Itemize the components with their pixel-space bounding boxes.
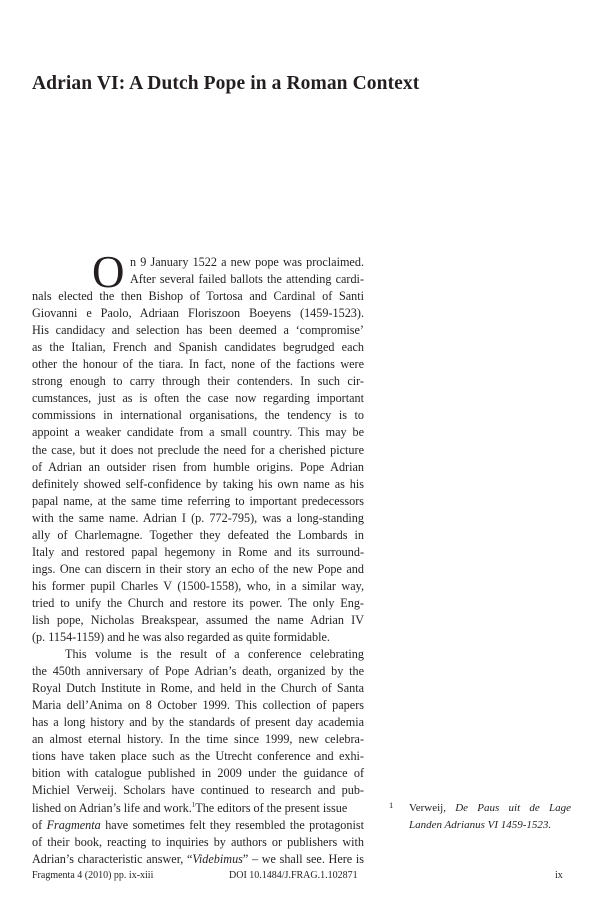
body-line: His candidacy and selection has been deemed a ‘compromise’ [32, 323, 364, 338]
body-line: Italy and restored papal hegemony in Rome and its surround- [32, 544, 364, 559]
body-line: strong enough to carry through their contenders. In such cir- [32, 374, 364, 389]
body-line: definitely showed self-confidence by taking his own name as his [32, 476, 364, 491]
footer-doi: DOI 10.1484/J.FRAG.1.102871 [229, 870, 358, 881]
footnote [389, 800, 571, 834]
body-line: of their book, reacting to inquiries by authors or publishers with [32, 834, 364, 849]
body-line: an almost eternal history. In the time since 1999, new celebra- [32, 732, 364, 747]
body-line: Adrian’s characteristic answer, “Videbimus” – we shall see. Here is [32, 851, 364, 866]
body-line: ings. One can discern in their story an echo of the new Pope and [32, 561, 364, 576]
body-line: Giovanni e Paolo, Adriaan Floriszoon Boeyens (1459-1523). [32, 306, 364, 321]
body-line: of Adrian an outsider risen from humble origins. Pope Adrian [32, 459, 364, 474]
article-title: Adrian VI: A Dutch Pope in a Roman Context [32, 73, 420, 94]
body-line: papal name, at the same time referring to important predecessors [32, 493, 364, 508]
journal-name: Fragmenta [46, 817, 101, 832]
body-line: as the Italian, French and Spanish candidates begrudged each [32, 340, 364, 355]
body-line: appoint a weaker candidate from a small country. This may be [32, 425, 364, 440]
drop-cap: O [92, 247, 125, 297]
article-body [32, 247, 364, 868]
body-line: of Fragmenta have sometimes felt they resembled the protagonist [32, 817, 364, 832]
body-line: cumstances, just as is often the case now regarding important [32, 391, 364, 406]
body-line: ally of Charlemagne. Together they defeated the Lombards in [32, 527, 364, 542]
body-line: has a long history and by the standards of present day academia [32, 715, 364, 730]
body-line: Maria dell’Anima on 8 October 1999. This collection of papers [32, 698, 364, 713]
body-line: This volume is the result of a conference celebrating [65, 647, 364, 662]
body-line: After several failed ballots the attending cardi- [130, 272, 364, 287]
footnote-line: Verweij, De Paus uit de Lage [409, 802, 572, 814]
footnote-number: 1 [389, 800, 394, 810]
body-line: the case, but it does not preclude the need for a cherished picture [32, 442, 364, 457]
body-line: his former pupil Charles V (1500-1558), who, in a similar way, [32, 578, 364, 593]
body-line: bition with catalogue published in 2009 under the guidance of [32, 766, 364, 781]
footnote-reference[interactable]: 1 [191, 800, 196, 809]
body-line: Michiel Verweij. Scholars have continued to research and pub- [32, 783, 364, 798]
body-line: Royal Dutch Institute in Rome, and held in the Church of Santa [32, 681, 364, 696]
footnote-line: Landen Adrianus VI 1459-1523. [409, 819, 552, 831]
body-line: tried to unify the Church and restore its power. The only Eng- [32, 595, 364, 610]
body-line: tions have taken place such as the Utrecht conference and exhi- [32, 749, 364, 764]
body-line: lish pope, Nicholas Breakspear, assumed the name Adrian IV [32, 612, 364, 627]
footer-journal: Fragmenta 4 (2010) pp. ix-xiii [32, 870, 154, 881]
body-line: O n 9 January 1522 a new pope was proclaimed. [92, 247, 364, 297]
latin-quote: Videbimus [192, 851, 243, 866]
body-line: lished on Adrian’s life and work.$^1$The editors of the present issue [32, 800, 348, 815]
footer-page-number: ix [555, 870, 563, 881]
body-line: other the honour of the tiara. In fact, none of the factions were [32, 357, 364, 372]
body-line: with the same name. Adrian I (p. 772-795), was a long-standing [32, 510, 364, 525]
body-line: (p. 1154-1159) and he was also regarded as quite formidable. [32, 630, 330, 645]
body-line: nals elected the then Bishop of Tortosa and Cardinal of Santi [32, 289, 364, 304]
body-line: commissions in international organisations, the tendency is to [32, 408, 364, 423]
body-line: the 450th anniversary of Pope Adrian’s death, organized by the [32, 664, 364, 679]
